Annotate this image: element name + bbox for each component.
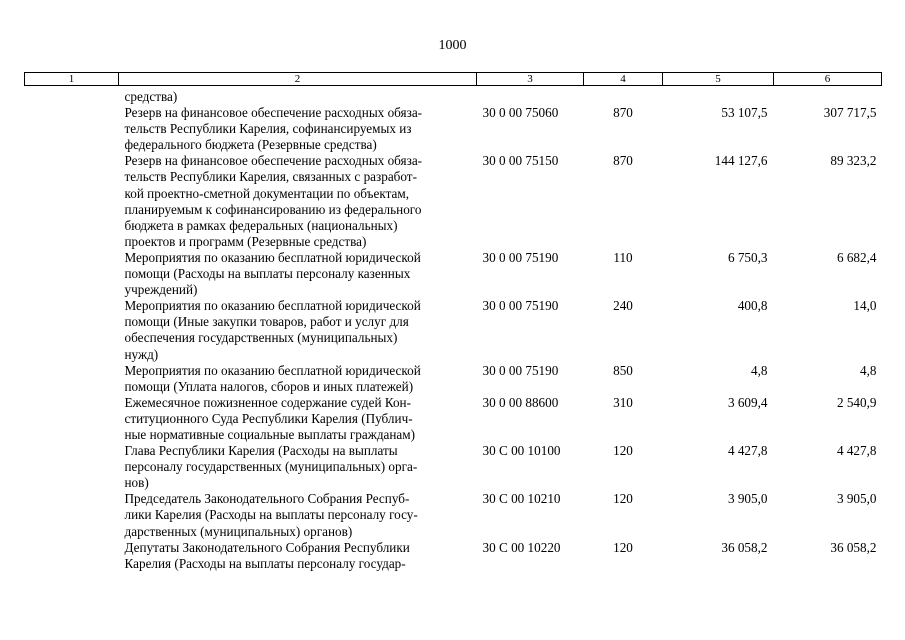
row-amount-col5: 400,8 (737, 298, 768, 314)
row-amount-col5: 144 127,6 (714, 153, 768, 169)
description-line: ные нормативные социальные выплаты гражданам) (124, 426, 416, 442)
row-amount-col5: 6 750,3 (727, 249, 768, 265)
row-cell-col1 (25, 86, 119, 106)
description-line: персоналу государственных (муниципальных) орга- (124, 459, 418, 475)
column-header-6: 6 (774, 73, 882, 86)
row-description (119, 443, 477, 491)
description-line: планируемым к софинансированию из федерального (124, 201, 422, 217)
row-amount-col6 (774, 86, 882, 106)
row-target-code: 30 0 00 88600 (482, 394, 559, 410)
row-expense-type: 870 (613, 153, 633, 169)
row-expense-type: 240 (613, 298, 633, 314)
description-line: средства) (124, 89, 178, 104)
row-amount-col6: 2 540,9 (836, 394, 877, 410)
row-amount-col6: 6 682,4 (836, 249, 877, 265)
description-line: помощи (Иные закупки товаров, работ и услуг для (124, 314, 409, 330)
description-line: Председатель Законодательного Собрания Респуб- (124, 491, 410, 507)
row-amount-col6: 307 717,5 (823, 105, 877, 121)
column-header-1: 1 (25, 73, 119, 86)
table-row (25, 298, 882, 362)
row-expense-type: 120 (613, 443, 633, 459)
row-description (119, 250, 477, 298)
description-line: Мероприятия по оказанию бесплатной юридической (124, 298, 421, 314)
row-expense-type: 870 (613, 105, 633, 121)
row-description (119, 491, 477, 539)
table-row (25, 153, 882, 250)
row-description (119, 153, 477, 250)
table-row (25, 250, 882, 298)
description-line: помощи (Расходы на выплаты персоналу казенных (124, 266, 411, 282)
row-description (119, 363, 477, 395)
row-expense-type: 850 (613, 362, 633, 378)
row-amount-col6: 14,0 (853, 298, 877, 314)
table-row (25, 395, 882, 443)
row-cell-col1 (25, 250, 119, 298)
page-number: 1000 (438, 38, 467, 53)
table-row (25, 86, 882, 106)
row-description (119, 395, 477, 443)
description-line: помощи (Уплата налогов, сборов и иных платежей) (124, 378, 414, 394)
description-line: Резерв на финансовое обеспечение расходных обяза- (124, 153, 423, 169)
row-amount-col6: 89 323,2 (830, 153, 877, 169)
description-line: Карелия (Расходы на выплаты персоналу государ- (124, 555, 406, 571)
row-expense-type: 310 (613, 394, 633, 410)
row-amount-col6: 4,8 (860, 362, 877, 378)
column-number-header-row (25, 73, 882, 86)
row-target-code: 30 С 00 10220 (482, 539, 561, 555)
table-row (25, 491, 882, 539)
row-amount-col5: 4 427,8 (727, 443, 768, 459)
row-target-code: 30 0 00 75150 (482, 153, 559, 169)
row-target-code: 30 0 00 75190 (482, 298, 559, 314)
row-amount-col5: 4,8 (751, 362, 768, 378)
column-header-2: 2 (119, 73, 477, 86)
column-header-3: 3 (477, 73, 584, 86)
row-description (119, 86, 477, 106)
row-expense-type: 110 (613, 249, 633, 265)
row-target-code (477, 86, 584, 106)
description-line: учреждений) (124, 282, 198, 298)
description-line: Депутаты Законодательного Собрания Республики (124, 539, 410, 555)
row-description (119, 540, 477, 572)
description-line: Ежемесячное пожизненное содержание судей Кон- (124, 394, 412, 410)
column-header-5: 5 (663, 73, 774, 86)
description-line: лики Карелия (Расходы на выплаты персоналу госу- (124, 507, 418, 523)
row-cell-col1 (25, 395, 119, 443)
description-line: обеспечения государственных (муниципальных) (124, 330, 398, 346)
row-amount-col5: 3 905,0 (727, 491, 768, 507)
row-amount-col6: 36 058,2 (830, 539, 877, 555)
row-expense-type: 120 (613, 491, 633, 507)
row-expense-type (584, 86, 663, 106)
description-line: бюджета в рамках федеральных (национальных) (124, 217, 398, 233)
row-target-code: 30 0 00 75060 (482, 105, 559, 121)
row-cell-col1 (25, 153, 119, 250)
row-description (119, 298, 477, 362)
description-line: тельств Республики Карелия, софинансируемых из (124, 121, 412, 137)
row-amount-col5: 36 058,2 (721, 539, 768, 555)
description-line: дарственных (муниципальных) органов) (124, 523, 353, 539)
row-target-code: 30 С 00 10210 (482, 491, 561, 507)
description-line: Резерв на финансовое обеспечение расходных обяза- (124, 105, 423, 121)
description-line: Глава Республики Карелия (Расходы на выплаты (124, 443, 398, 459)
row-amount-col5: 3 609,4 (727, 394, 768, 410)
row-target-code: 30 0 00 75190 (482, 249, 559, 265)
row-cell-col1 (25, 105, 119, 153)
row-cell-col1 (25, 540, 119, 572)
row-amount-col5: 53 107,5 (721, 105, 768, 121)
description-line: федерального бюджета (Резервные средства) (124, 137, 377, 153)
row-expense-type: 120 (613, 539, 633, 555)
table-row (25, 105, 882, 153)
table-row (25, 540, 882, 572)
row-amount-col5 (663, 86, 774, 106)
table-row (25, 443, 882, 491)
description-line: проектов и программ (Резервные средства) (124, 233, 367, 249)
row-amount-col6: 4 427,8 (836, 443, 877, 459)
description-line: тельств Республики Карелия, связанных с разработ- (124, 169, 417, 185)
column-header-4: 4 (584, 73, 663, 86)
row-cell-col1 (25, 298, 119, 362)
table-body (25, 86, 882, 572)
row-cell-col1 (25, 363, 119, 395)
description-line: кой проектно-сметной документации по объектам, (124, 185, 409, 201)
description-line: Мероприятия по оказанию бесплатной юридической (124, 249, 421, 265)
row-target-code: 30 0 00 75190 (482, 362, 559, 378)
description-line: Мероприятия по оказанию бесплатной юридической (124, 362, 421, 378)
table-row (25, 363, 882, 395)
description-line: нужд) (124, 346, 159, 362)
row-cell-col1 (25, 491, 119, 539)
description-line: нов) (124, 475, 149, 491)
row-description (119, 105, 477, 153)
description-line: ституционного Суда Республики Карелия (Публич- (124, 410, 413, 426)
row-amount-col6: 3 905,0 (836, 491, 877, 507)
row-target-code: 30 С 00 10100 (482, 443, 561, 459)
row-cell-col1 (25, 443, 119, 491)
budget-table (24, 72, 882, 572)
